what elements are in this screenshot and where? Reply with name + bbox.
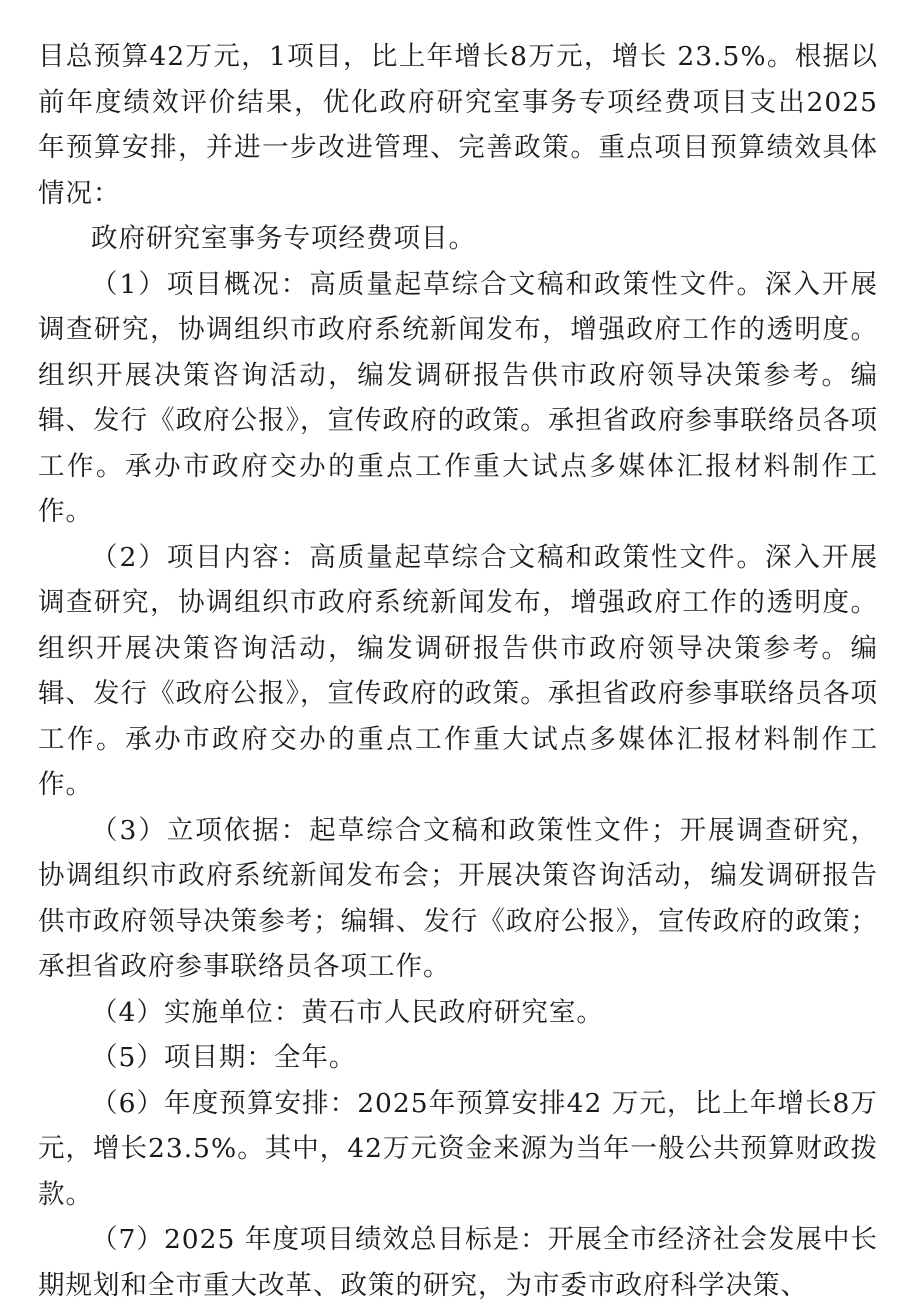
paragraph-project-basis: （3）立项依据：起草综合文稿和政策性文件；开展调查研究，协调组织市政府系统新闻发布会；开展决策咨询活动，编发调研报告供市政府领导决策参考；编辑、发行《政府公报》，宣传政府的政策；承担省政府参事联络员各项工作。: [38, 814, 878, 982]
paragraph-project-overview: （1）项目概况：高质量起草综合文稿和政策性文件。深入开展调查研究，协调组织市政府系统新闻发布，增强政府工作的透明度。组织开展决策咨询活动，编发调研报告供市政府领导决策参考。编辑、发行《政府公报》，宣传政府的政策。承担省政府参事联络员各项工作。承办市政府交办的重点工作重大试点多媒体汇报材料制作工作。: [38, 268, 878, 527]
paragraph-annual-budget: （6）年度预算安排：2025年预算安排42 万元，比上年增长8万元，增长23.5%。其中，42万元资金来源为当年一般公共预算财政拨款。: [38, 1087, 878, 1210]
paragraph-implementing-unit: （4）实施单位：黄石市人民政府研究室。: [91, 996, 604, 1028]
paragraph-budget-summary: 目总预算42万元，1项目，比上年增长8万元，增长 23.5%。根据以前年度绩效评价结果，优化政府研究室事务专项经费项目支出2025年预算安排，并进一步改进管理、完善政策。重点项目预算绩效具体情况：: [38, 41, 878, 209]
paragraph-performance-goal: （7）2025 年度项目绩效总目标是：开展全市经济社会发展中长期规划和全市重大改革、政策的研究，为市委市政府科学决策、: [38, 1224, 878, 1301]
paragraph-project-name: 政府研究室事务专项经费项目。: [91, 223, 476, 254]
paragraph-project-period: （5）项目期：全年。: [91, 1042, 357, 1073]
paragraph-project-content: （2）项目内容：高质量起草综合文稿和政策性文件。深入开展调查研究，协调组织市政府系统新闻发布，增强政府工作的透明度。组织开展决策咨询活动，编发调研报告供市政府领导决策参考。编辑、发行《政府公报》，宣传政府的政策。承担省政府参事联络员各项工作。承办市政府交办的重点工作重大试点多媒体汇报材料制作工作。: [38, 541, 878, 800]
